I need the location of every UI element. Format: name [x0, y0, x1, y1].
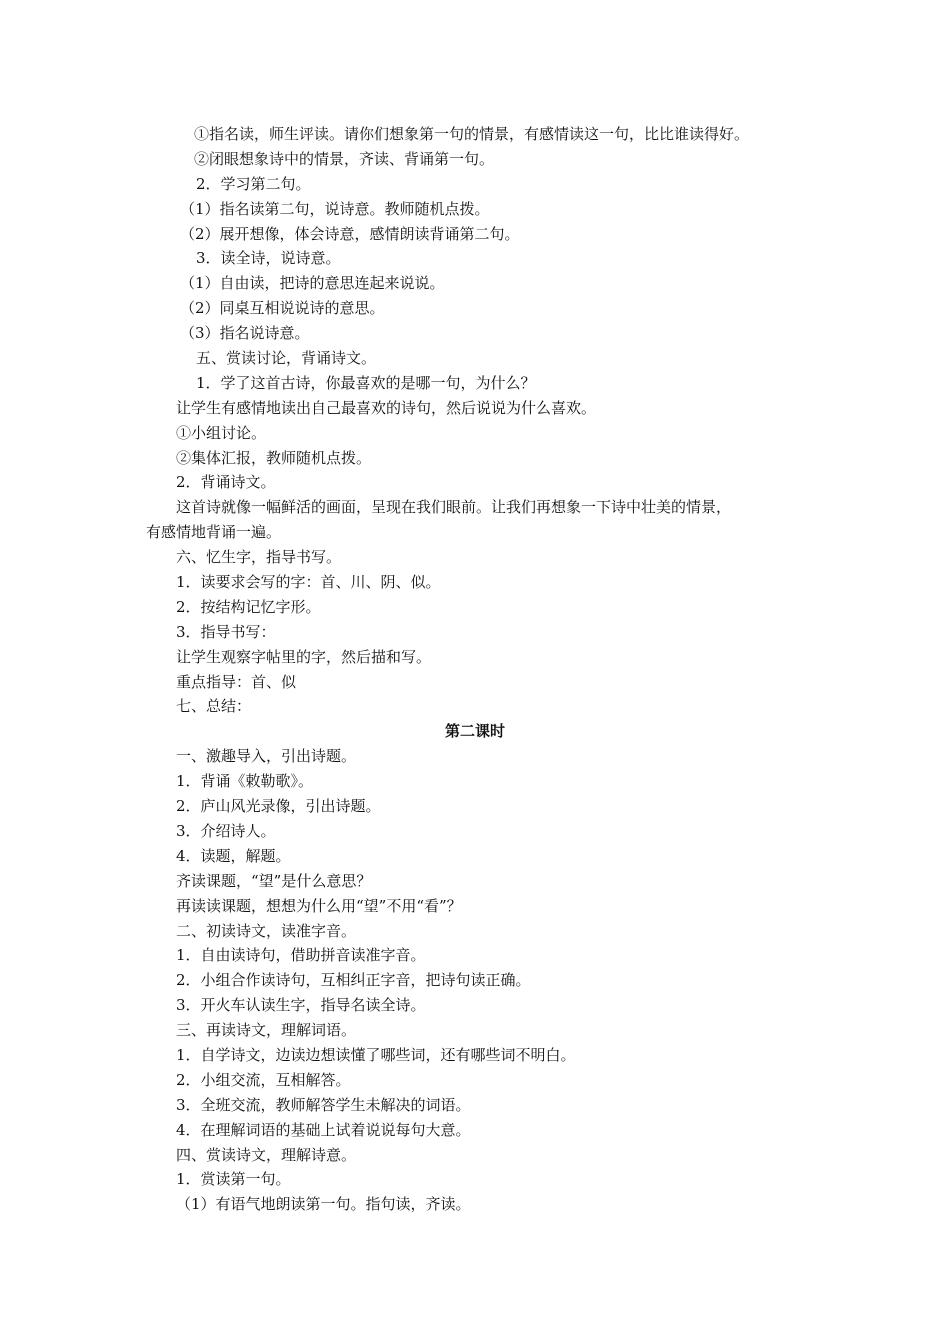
text-line: 让学生有感情地读出自己最喜欢的诗句，然后说说为什么喜欢。: [176, 398, 597, 417]
text-line: 齐读课题，“望”是什么意思？: [176, 871, 372, 890]
text-line: 这首诗就像一幅鲜活的画面，呈现在我们眼前。让我们再想象一下诗中壮美的情景，: [176, 498, 732, 517]
text-line: 1．背诵《敕勒歌》。: [176, 772, 314, 791]
text-line: 3．介绍诗人。: [176, 821, 276, 840]
text-line: 2．庐山风光录像，引出诗题。: [176, 797, 381, 816]
text-line: 六、忆生字，指导书写。: [176, 548, 342, 567]
text-line: ①小组讨论。: [176, 423, 267, 442]
text-line: 1．赏读第一句。: [176, 1170, 291, 1189]
text-line: 1．自学诗文，边读边想读懂了哪些词，还有哪些词不明白。: [176, 1045, 576, 1064]
text-line: （1）自由读，把诗的意思连起来说说。: [180, 274, 445, 293]
text-line: 3．指导书写：: [176, 622, 276, 641]
text-line: 有感情地背诵一遍。: [146, 523, 282, 542]
text-line: 重点指导：首、似: [176, 672, 297, 691]
text-line: 七、总结：: [176, 697, 252, 716]
text-line: （1）指名读第二句，说诗意。教师随机点拨。: [180, 199, 490, 218]
text-line: 2．小组交流，互相解答。: [176, 1070, 351, 1089]
text-line: 3．读全诗，说诗意。: [196, 249, 341, 268]
text-line: 1．读要求会写的字：首、川、阴、似。: [176, 573, 441, 592]
text-line: 再读读课题，想想为什么用“望”不用“看”？: [176, 896, 462, 915]
section-heading: 第二课时: [444, 722, 505, 741]
text-line: （1）有语气地朗读第一句。指句读，齐读。: [176, 1195, 471, 1214]
text-line: 2．背诵诗文。: [176, 473, 276, 492]
text-line: 2．按结构记忆字形。: [176, 597, 321, 616]
text-line: 1．学了这首古诗，你最喜欢的是哪一句，为什么？: [196, 373, 536, 392]
text-line: 五、赏读讨论，背诵诗文。: [196, 349, 377, 368]
text-line: （3）指名说诗意。: [180, 324, 310, 343]
text-line: 3．开火车认读生字，指导名读全诗。: [176, 996, 426, 1015]
text-line: （2）展开想像，体会诗意，感情朗读背诵第二句。: [180, 224, 520, 243]
text-line: ②闭眼想象诗中的情景，齐读、背诵第一句。: [194, 149, 495, 168]
text-line: 2．学习第二句。: [196, 174, 311, 193]
text-line: 四、赏读诗文，理解诗意。: [176, 1145, 357, 1164]
text-line: ②集体汇报，教师随机点拨。: [176, 448, 372, 467]
text-line: 2．小组合作读诗句，互相纠正字音，把诗句读正确。: [176, 971, 531, 990]
text-line: 3．全班交流，教师解答学生未解决的词语。: [176, 1095, 471, 1114]
text-line: （2）同桌互相说说诗的意思。: [180, 299, 385, 318]
text-line: 让学生观察字帖里的字，然后描和写。: [176, 647, 432, 666]
text-line: 1．自由读诗句，借助拼音读准字音。: [176, 946, 426, 965]
text-line: ①指名读，师生评读。请你们想象第一句的情景，有感情读这一句，比比谁读得好。: [194, 125, 750, 143]
text-line: 三、再读诗文，理解词语。: [176, 1021, 357, 1040]
text-line: 一、激趣导入，引出诗题。: [176, 747, 357, 766]
text-line: 4．读题，解题。: [176, 846, 291, 865]
document-page: [0, 122, 950, 1217]
text-line: 二、初读诗文，读准字音。: [176, 921, 357, 940]
text-line: 4．在理解词语的基础上试着说说每句大意。: [176, 1120, 471, 1139]
